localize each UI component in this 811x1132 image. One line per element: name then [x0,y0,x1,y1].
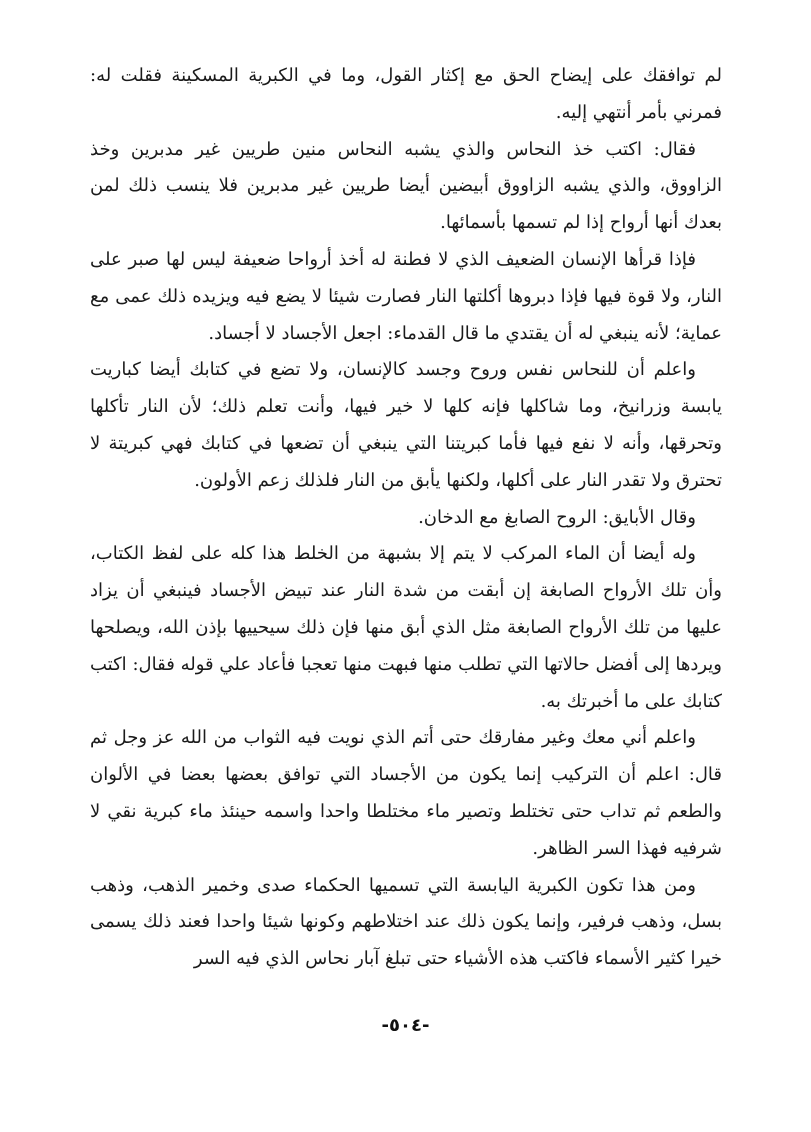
paragraph-3: فإذا قرأها الإنسان الضعيف الذي لا فطنة له أخذ أرواحا ضعيفة ليس لها صبر على النار، ولا قوة فيها فإذا دبروها أكلتها النار فصارت شيئا لا يضع فيه ويزيده ذلك عمى مع عماية؛ لأنه ينبغي له أن يقتدي ما قال القدماء: اجعل الأجساد لا أجساد. [90,248,722,344]
paragraph-5: وقال الأبايق: الروح الصابغ مع الدخان. [418,506,696,528]
paragraph-7: واعلم أني معك وغير مفارقك حتى أتم الذي نويت فيه الثواب من الله عز وجل ثم قال: اعلم أن التركيب إنما يكون من الأجساد التي توافق بعضها بعضا في الألوان والطعم ثم تداب حتى تختلط وتصير ماء مختلطا واحدا واسمه حينئذ ماء كبرية نقي لا شرفيه فهذا السر الظاهر. [90,727,722,859]
paragraph-4: واعلم أن للنحاس نفس وروح وجسد كالإنسان، ولا تضع في كتابك أيضا كباريت يابسة وزرانيخ، وما شاكلها فإنه كلها لا خير فيها، وأنت تعلم ذلك؛ لأن النار تأكلها وتحرقها، وأنه لا نفع فيها فأما كبريتنا التي ينبغي أن تضعها في كتابك فهي كبريتة لا تحترق ولا تقدر النار على أكلها، ولكنها يأبق من النار فلذلك زعم الأولون. [90,359,722,491]
paragraph-6: وله أيضا أن الماء المركب لا يتم إلا بشبهة من الخلط هذا كله على لفظ الكتاب، وأن تلك الأرواح الصابغة إن أبقت من شدة النار عند تبيض الأجساد فينبغي أن يزاد عليها من تلك الأرواح الصابغة مثل الذي أبق منها فإن ذلك سيحييها بإذن الله، ويصلحها ويردها إلى أفضل حالاتها التي تطلب منها فبهت منها تعجبا فأعاد علي قوله فقال: اكتب كتابك على ما أخبرتك به. [90,543,722,712]
paragraph-8: ومن هذا تكون الكبرية اليابسة التي تسميها الحكماء صدى وخمير الذهب، وذهب بسل، وذهب فرفير، وإنما يكون ذلك عند اختلاطهم وكونها شيئا واحدا فعند ذلك يسمى خيرا كثير الأسماء فاكتب هذه الأشياء حتى تبلغ آبار نحاس الذي فيه السر [90,874,722,970]
paragraph-2: فقال: اكتب خذ النحاس والذي يشبه النحاس منين طريين غير مدبرين وخذ الزاووق، والذي يشبه الزاووق أبيضين أيضا طريين غير مدبرين فلا ينسب ذلك لمن بعدك أنها أرواح إذا لم تسمها بأسمائها. [90,138,722,234]
main-text-block [90,58,722,978]
page-number: -٥٠٤- [381,1015,430,1036]
paragraph-1: لم توافقك على إيضاح الحق مع إكثار القول، وما في الكبرية المسكينة فقلت له: فمرني بأمر أنتهي إليه. [90,65,722,123]
